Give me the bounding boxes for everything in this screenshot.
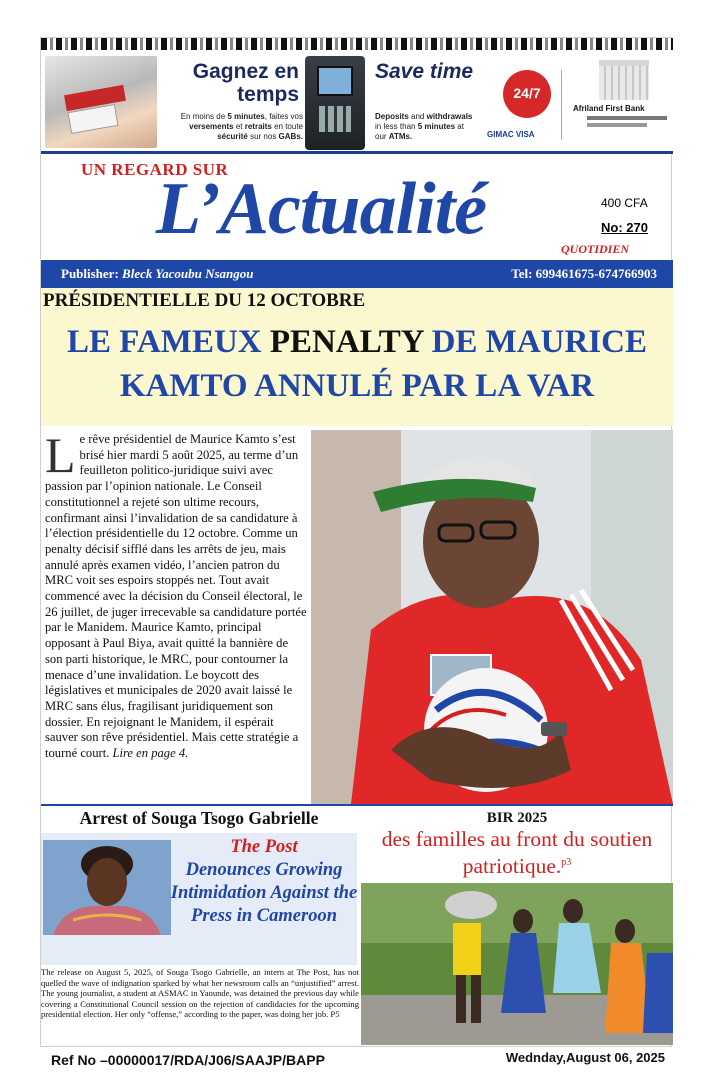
ad-english-subtitle: Deposits and withdrawals in less than 5 minutes at our ATMs.	[375, 112, 473, 141]
ad-french-title: Gagnez en temps	[192, 60, 299, 106]
atm-keypad	[319, 106, 351, 132]
publication-frequency: QUOTIDIEN	[561, 242, 630, 256]
bir-families-photo	[361, 883, 673, 1045]
bank-building-icon	[599, 60, 649, 100]
journalist-portrait	[43, 840, 171, 935]
arrest-story-title: Arrest of Souga Tsogo Gabrielle	[79, 808, 319, 828]
continue-reading: Lire en page 4.	[112, 746, 189, 761]
newspaper-front-page	[40, 37, 672, 1068]
bank-fine-print	[587, 123, 647, 127]
card-network-logos: GIMAC VISA	[487, 130, 535, 139]
main-headline: LE FAMEUX PENALTY DE MAURICE KAMTO ANNULÉ PAR LA VAR	[67, 324, 647, 404]
lead-photo-man-with-ball	[311, 430, 673, 804]
bank-name: Afriland First Bank	[573, 104, 645, 113]
issue-price: 400 CFA	[601, 196, 648, 210]
arrest-story-body: The release on August 5, 2025, of Souga Tsogo Gabrielle, an intern at The Post, has not quelled the wave of indignation sparked by what her newsroom calls an “unjustified” arrest. The young journalist, a student at ASMAC in Yaounde, was detained the previous day while covering a Constitutional Council session on the rejection of candidacies for the upcoming presidential election. Her only “offense,” according to the paper, was doing her job. P5	[41, 967, 359, 1020]
bir-headline: des familles au front du soutien patriotique.$^{p3}$	[381, 827, 653, 879]
reference-number: Ref No –00000017/RDA/J06/SAAJP/BAPP	[51, 1052, 325, 1068]
issue-date: Wednday,August 06, 2025	[505, 1050, 665, 1065]
bir-kicker: BIR 2025	[486, 810, 548, 826]
atm-machine-icon	[305, 56, 365, 150]
headline-kicker: PRÉSIDENTIELLE DU 12 OCTOBRE	[43, 290, 366, 311]
section-divider	[41, 804, 673, 806]
decorative-top-border	[41, 38, 673, 50]
lead-photo-illustration	[311, 430, 673, 804]
telephone-info: Tel: 699461675-674766903	[511, 266, 657, 281]
masthead-title: L’Actualité	[155, 168, 487, 250]
drop-cap: L	[45, 427, 76, 483]
publisher-info: Publisher: Bleck Yacoubu Nsangou	[61, 266, 254, 281]
bir-photo-illustration	[361, 883, 673, 1045]
ad-french-subtitle: En moins de 5 minutes, faites vos versements et retraits en toute sécurité sur nos GABs.	[180, 112, 303, 141]
lead-article	[45, 427, 307, 804]
bank-advertisement	[41, 50, 673, 154]
ad-divider	[561, 70, 562, 140]
atm-card-photo	[45, 56, 157, 148]
masthead-pre-title: UN REGARD SUR	[81, 160, 229, 179]
bir-page-ref: p3	[561, 857, 572, 868]
ad-english-title: Save time	[375, 60, 474, 83]
publisher-bar	[41, 260, 673, 288]
lead-article-body: e rêve présidentiel de Maurice Kamto s’est brisé hier mardi 5 août 2025, au terme d’un feuilleton politico-juridique suivi avec passion par l’opinion nationale. Le Conseil constitutionnel a rejeté son ultime recours, confirmant ainsi l’invalidation de sa candidature à l’élection présidentielle du 12 octobre. Comme un penalty décisif sifflé dans les arrêts de jeu, mais annulé après examen vidéo, l’ancien patron du MRC voit ses espoirs stoppés net. Tout avait commencé avec la décision du Conseil électoral, le 26 juillet, de juger irrecevable sa candidature portée par le Manidem. Maurice Kamto, principal opposant à Paul Biya, avait quitté la bannière de son parti historique, le MRC, pour contourner la menace d’une invalidation. Le boycott des législatives et municipales de 2020 avait laissé le MRC sans élus, fragilisant juridiquement son dossier. En rejoignant le Manidem, il espérait sauver son rêve présidentiel. Mais cette stratégie a tourné court.	[45, 432, 307, 761]
arrest-headline: The Post Denounces Growing Intimidation Against the Press in Cameroon	[170, 837, 358, 926]
issue-number: No: 270	[601, 220, 648, 235]
journalist-portrait-illustration	[43, 840, 171, 935]
atm-screen	[317, 66, 353, 96]
service-24-7-badge: 24/7	[503, 70, 551, 118]
bank-fine-print	[587, 116, 667, 120]
